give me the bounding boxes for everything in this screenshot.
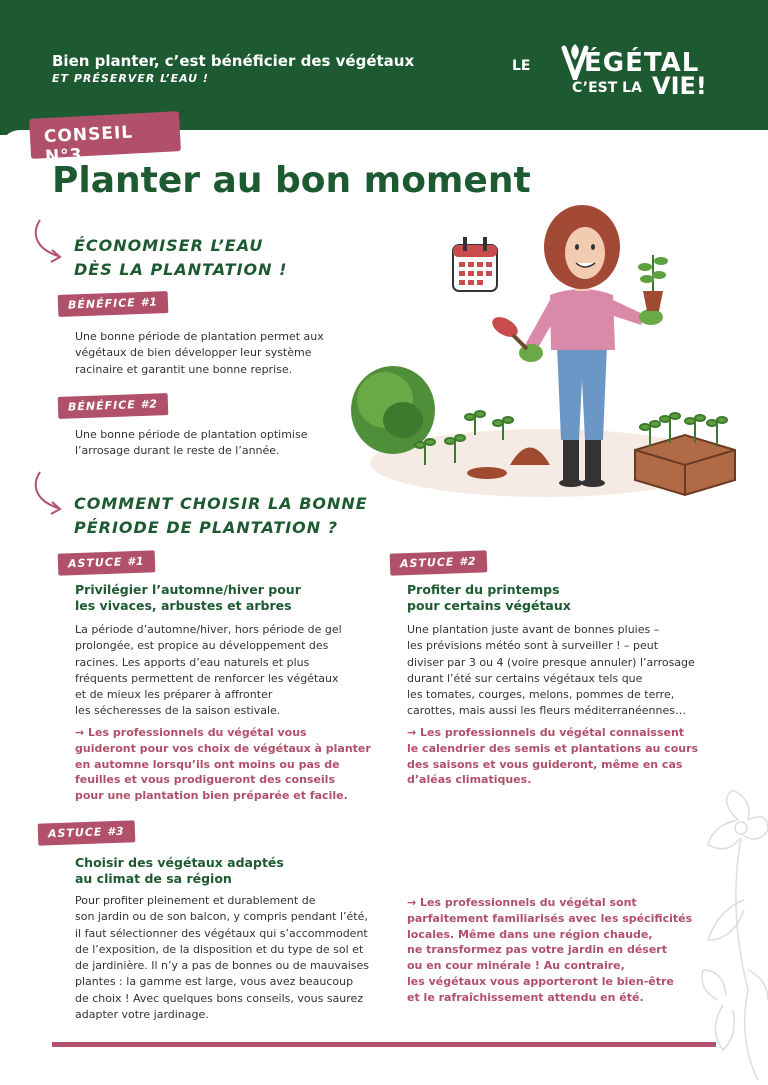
section2-title xyxy=(74,492,368,540)
bush-illustration xyxy=(351,366,435,454)
astuce3-tag: ASTUCE #3 xyxy=(38,820,135,845)
astuce2-title-line: pour certains végétaux xyxy=(407,598,571,613)
astuce1-text xyxy=(75,622,342,720)
benefice1-tag: BÉNÉFICE #1 xyxy=(58,291,169,317)
astuce2-title-line: Profiter du printemps xyxy=(407,582,560,597)
astuce3-pro xyxy=(407,895,692,1006)
astuce3-pro-line: → Les professionnels du végétal sont xyxy=(407,896,637,909)
astuce1-title-line: les vivaces, arbustes et arbres xyxy=(75,598,292,613)
benefice2-text xyxy=(75,427,307,460)
astuce3-line: plantes : la gamme est large, vous avez beaucoup xyxy=(75,975,354,989)
bottom-divider xyxy=(52,1042,716,1047)
header-line1: Bien planter, c’est bénéficier des végétaux xyxy=(52,52,415,70)
astuce3-line: de choix ! Avec quelques bons conseils, vous saurez xyxy=(75,991,364,1005)
astuce1-line: fréquents permettent de renforcer les végétaux xyxy=(75,671,339,685)
astuce3-line: Pour profiter pleinement et durablement de xyxy=(75,894,316,907)
astuce3-line: adapter votre jardinage. xyxy=(75,1008,209,1022)
curved-arrow-icon xyxy=(30,218,66,268)
section2-title-line1: COMMENT CHOISIR LA BONNE xyxy=(74,494,368,513)
conseil-tag: CONSEIL N°3 xyxy=(29,111,181,159)
astuce3-title xyxy=(75,855,284,887)
astuce2-tag: ASTUCE #2 xyxy=(390,550,487,575)
astuce2-pro xyxy=(407,725,698,788)
astuce3-title-line: Choisir des végétaux adaptés xyxy=(75,855,284,870)
logo-cest-la: C’EST LA xyxy=(572,80,642,96)
le-vegetal-logo xyxy=(512,44,732,104)
astuce2-pro-line: d’aléas climatiques. xyxy=(407,773,532,787)
astuce3-pro-line: les végétaux vous apporteront le bien-être xyxy=(407,974,674,988)
astuce1-pro xyxy=(75,725,371,804)
astuce1-tag: ASTUCE #1 xyxy=(58,550,155,575)
astuce1-pro-line: → Les professionnels du végétal vous xyxy=(75,726,307,739)
astuce3-line: il faut sélectionner des végétaux qui s’accommodent xyxy=(75,926,368,940)
astuce2-line: Une plantation juste avant de bonnes pluies – xyxy=(407,623,660,636)
benefice1-line: végétaux de bien développer leur système xyxy=(75,346,312,360)
astuce1-pro-line: feuilles et vous prodigueront des conseils xyxy=(75,773,335,787)
astuce2-pro-line: le calendrier des semis et plantations au cours xyxy=(407,741,699,755)
astuce3-text xyxy=(75,893,369,1023)
astuce1-pro-line: en automne lorsqu’ils ont moins ou pas de xyxy=(75,757,340,771)
benefice2-line: Une bonne période de plantation optimise xyxy=(75,428,308,441)
section1-title-line2: DÈS LA PLANTATION ! xyxy=(74,260,288,279)
section1-title xyxy=(74,234,287,282)
hole xyxy=(467,467,507,479)
astuce3-pro-line: parfaitement familiarisés avec les spécificités xyxy=(407,911,693,925)
astuce3-line: de l’exposition, de la disposition et du type de sol et xyxy=(75,942,364,956)
astuce1-pro-line: pour une plantation bien préparée et facile. xyxy=(75,789,348,803)
astuce3-line: son jardin ou de son balcon, y compris pendant l’été, xyxy=(75,910,368,924)
astuce3-pro-line: ou en cour minérale ! Au contraire, xyxy=(407,959,625,973)
logo-le: LE xyxy=(512,58,531,74)
astuce2-title xyxy=(407,582,571,614)
header-line2: ET PRÉSERVER L’EAU ! xyxy=(52,72,209,85)
astuce1-title-line: Privilégier l’automne/hiver pour xyxy=(75,582,301,597)
astuce1-title xyxy=(75,582,301,614)
astuce2-line: les prévisions météo sont à surveiller ! – peut xyxy=(407,639,659,653)
astuce3-pro-line: et le rafraîchissement attendu en été. xyxy=(407,990,644,1004)
benefice2-tag: BÉNÉFICE #2 xyxy=(58,393,169,419)
astuce2-line: les tomates, courges, melons, pommes de terre, xyxy=(407,688,675,702)
logo-vie: VIE! xyxy=(652,72,707,100)
astuce1-line: les sécheresses de la saison estivale. xyxy=(75,704,281,718)
astuce2-line: diviser par 3 ou 4 (voire presque annuler) l’arrosage xyxy=(407,655,695,669)
astuce2-pro-line: → Les professionnels du végétal connaissent xyxy=(407,726,685,739)
astuce1-line: racines. Les apports d’eau naturels et plus xyxy=(75,655,310,669)
astuce2-line: durant l’été sur certains végétaux tels que xyxy=(407,671,643,685)
curved-arrow-icon xyxy=(30,470,66,520)
page-title: Planter au bon moment xyxy=(52,160,531,201)
astuce3-line: de jardinière. Il n’y a pas de bonnes ou de mauvaises xyxy=(75,959,370,973)
section2-title-line2: PÉRIODE DE PLANTATION ? xyxy=(74,518,339,537)
calendar-icon xyxy=(453,237,497,291)
astuce2-pro-line: des saisons et vous guideront, même en cas xyxy=(407,757,683,771)
benefice2-line: l’arrosage durant le reste de l’année. xyxy=(75,444,280,458)
flower-outline-decoration xyxy=(678,790,768,1080)
planter-box xyxy=(635,413,735,495)
benefice1-line: Une bonne période de plantation permet aux xyxy=(75,330,324,343)
astuce1-pro-line: guideront pour vos choix de végétaux à planter xyxy=(75,741,371,755)
benefice1-text xyxy=(75,329,324,378)
section1-title-line1: ÉCONOMISER L’EAU xyxy=(74,236,264,255)
astuce3-pro-line: locales. Même dans une région chaude, xyxy=(407,927,653,941)
gardener-illustration xyxy=(345,195,745,505)
astuce2-line: carottes, mais aussi les fleurs méditerranéennes… xyxy=(407,704,686,718)
astuce2-text xyxy=(407,622,695,720)
astuce3-title-line: au climat de sa région xyxy=(75,871,232,886)
astuce1-line: La période d’automne/hiver, hors période de gel xyxy=(75,623,342,636)
astuce1-line: et de mieux les préparer à affronter xyxy=(75,688,273,702)
benefice1-line: racinaire et garantit une bonne reprise. xyxy=(75,362,293,376)
astuce1-line: prolongée, est propice au développement des xyxy=(75,639,329,653)
logo-vegetal: ÉGÉTAL xyxy=(584,48,700,78)
astuce3-pro-line: ne transformez pas votre jardin en désert xyxy=(407,943,667,957)
